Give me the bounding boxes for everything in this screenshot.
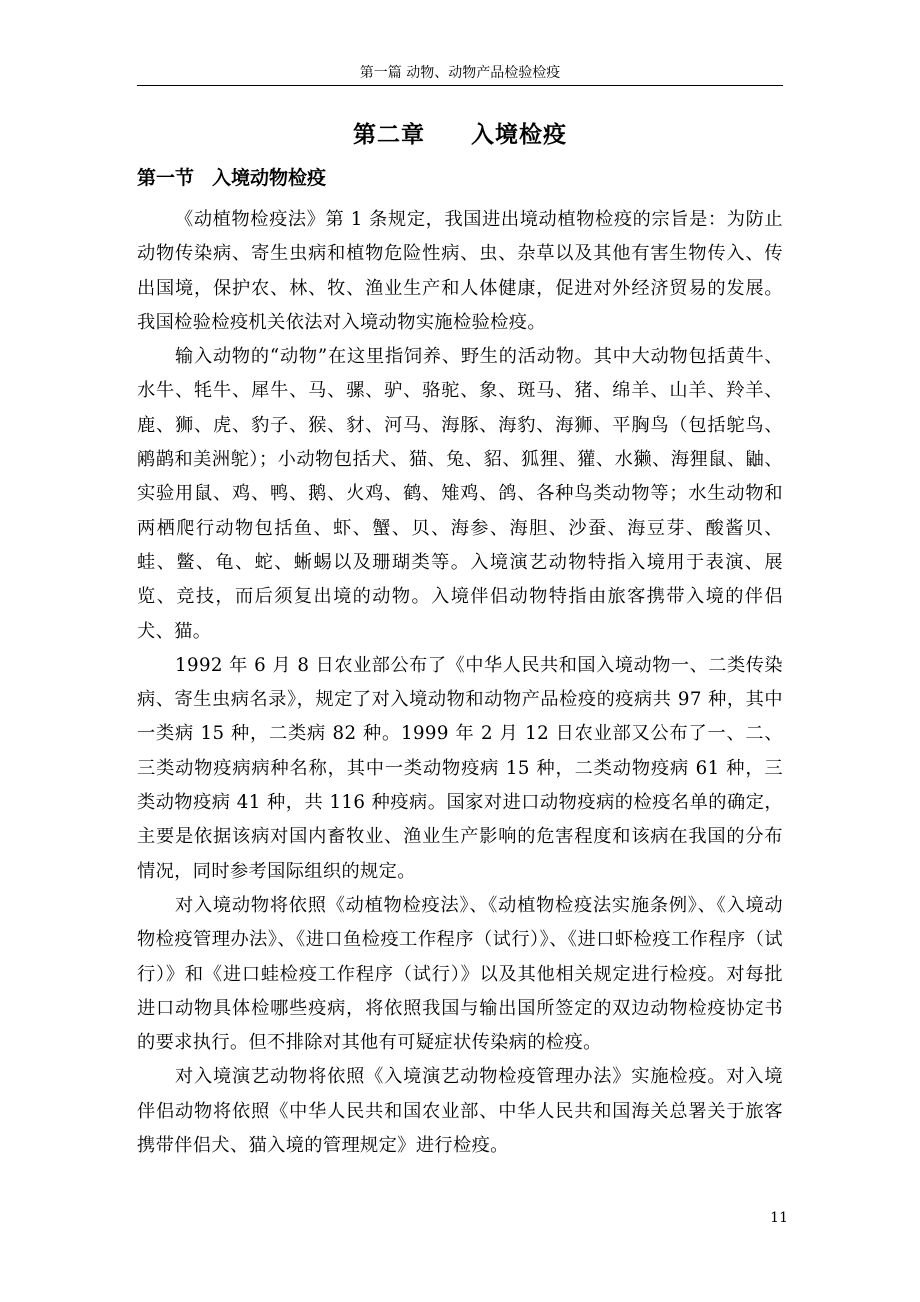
body-text: [137, 203, 783, 1163]
paragraph-performing-companion-animals: 对入境演艺动物将依照《入境演艺动物检疫管理办法》实施检疫。对入境伴侣动物将依照《中华人民共和国农业部、中华人民共和国海关总署关于旅客携带伴侣犬、猫入境的管理规定》进行检疫。: [137, 1066, 783, 1157]
header-rule: [137, 85, 783, 86]
chapter-name: 入境检疫: [471, 122, 567, 148]
paragraph-disease-list: 1992 年 6 月 8 日农业部公布了《中华人民共和国入境动物一、二类传染病、寄生虫病名录》，规定了对入境动物和动物产品检疫的疫病共 97 种，其中一类病 15 种，二类病 82 种。1999 年 2 月 12 日农业部又公布了一、二、三类动物疫病病种名称，其中一类动物疫病 15 种，二类动物疫病 61 种，三类动物疫病 41 种，共 116 种疫病。国家对进口动物疫病的检疫名单的确定，主要是依据该病对国内畜牧业、渔业生产影响的危害程度和该病在我国的分布情况，同时参考国际组织的规定。: [137, 654, 783, 882]
section-name: 入境动物检疫: [212, 167, 327, 189]
paragraph-regulations: 对入境动物将依照《动植物检疫法》、《动植物检疫法实施条例》、《入境动物检疫管理办法》、《进口鱼检疫工作程序（试行）》、《进口虾检疫工作程序（试行）》和《进口蛙检疫工作程序（试行）》以及其他相关规定进行检疫。对每批进口动物具体检哪些疫病，将依照我国与输出国所签定的双边动物检疫协定书的要求执行。但不排除对其他有可疑症状传染病的检疫。: [137, 894, 783, 1054]
running-header: 第一篇 动物、动物产品检验检疫: [359, 65, 561, 81]
paragraph-quarantine-purpose: 《动植物检疫法》第 1 条规定，我国进出境动植物检疫的宗旨是：为防止动物传染病、寄生虫病和植物危险性病、虫、杂草以及其他有害生物传入、传出国境，保护农、林、牧、渔业生产和人体健康，促进对外经济贸易的发展。我国检验检疫机关依法对入境动物实施检验检疫。: [137, 209, 783, 333]
chapter-number: 第二章: [353, 122, 425, 148]
section-number: 第一节: [137, 167, 195, 189]
page-number: 11: [770, 1210, 788, 1226]
section-title: [137, 163, 326, 193]
paragraph-animal-definition: 输入动物的“动物”在这里指饲养、野生的活动物。其中大动物包括黄牛、水牛、牦牛、犀牛、马、骡、驴、骆驼、象、斑马、猪、绵羊、山羊、羚羊、鹿、狮、虎、豹子、猴、豺、河马、海豚、海豹、海狮、平胸鸟（包括鸵鸟、鹇鹋和美洲鸵）；小动物包括犬、猫、兔、貂、狐狸、獾、水獭、海狸鼠、鼬、实验用鼠、鸡、鸭、鹅、火鸡、鹤、雉鸡、鸽、各种鸟类动物等；水生动物和两栖爬行动物包括鱼、虾、蟹、贝、海参、海胆、沙蚕、海豆芽、酸酱贝、蛙、鳖、龟、蛇、蜥蜴以及珊瑚类等。入境演艺动物特指入境用于表演、展览、竞技，而后须复出境的动物。入境伴侣动物特指由旅客携带入境的伴侣犬、猫。: [137, 346, 783, 642]
chapter-title: [137, 118, 783, 152]
